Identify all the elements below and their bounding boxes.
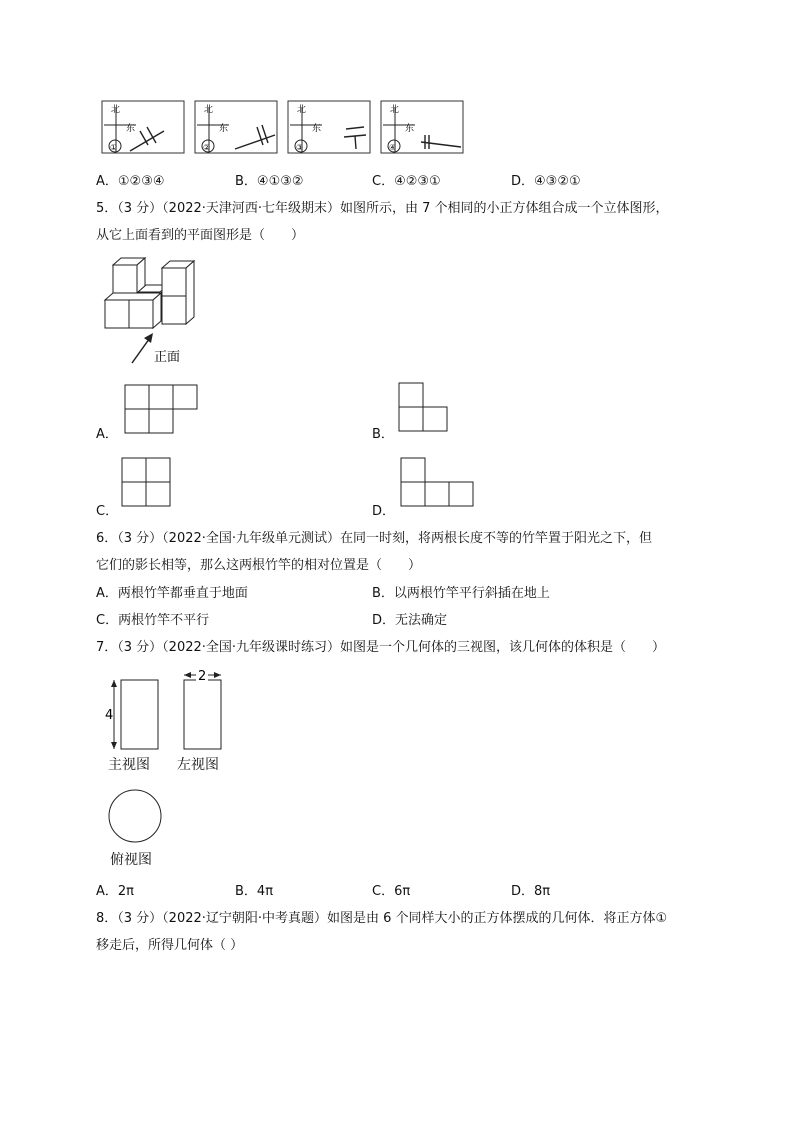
width-dimension: 2 [198,669,207,684]
q8-stem-line1: 8．（3 分）（2022·辽宁朝阳·中考真题）如图是由 6 个同样大小的正方体摆成的几何体．将正方体① [96,911,668,926]
q5-option-d-figure [400,457,474,507]
q6-option-b[interactable]: B．以两根竹竿平行斜插在地上 [372,586,550,601]
q5-solid-figure [96,255,216,370]
q5-option-d[interactable]: D． [372,504,396,519]
q4-option-d[interactable]: D．④③②① [511,174,581,189]
panel-number: ① [110,143,118,152]
svg-text:东: 东 [219,124,229,134]
height-dimension: 4 [105,708,114,723]
q7-stem: 7．（3 分）（2022·全国·九年级课时练习）如图是一个几何体的三视图，该几何体的体积是（ ） [96,640,666,655]
svg-text:北: 北 [204,105,214,115]
svg-text:东: 东 [405,124,415,134]
q6-stem-line1: 6．（3 分）（2022·全国·九年级单元测试）在同一时刻，将两根长度不等的竹竿置于阳光之下，但 [96,531,653,546]
q6-option-a[interactable]: A．两根竹竿都垂直于地面 [96,586,248,601]
north-label: 北 [111,105,121,115]
q5-stem-line2: 从它上面看到的平面图形是（ ） [96,228,305,243]
q4-panel-2 [195,101,277,153]
q7-option-d[interactable]: D．8π [511,884,551,899]
q5-option-c-figure [121,457,171,507]
q6-option-d[interactable]: D．无法确定 [372,613,448,628]
q4-panel-1 [102,101,184,153]
q5-option-a[interactable]: A． [96,427,118,442]
svg-text:东: 东 [312,124,322,134]
left-view-label: 左视图 [177,757,219,773]
panel-number: ③ [296,143,304,152]
svg-text:北: 北 [390,105,400,115]
q7-option-b[interactable]: B．4π [235,884,274,899]
q4-option-a[interactable]: A．①②③④ [96,174,165,189]
q6-option-c[interactable]: C．两根竹竿不平行 [96,613,210,628]
panel-number: ② [203,143,211,152]
q5-option-a-figure [124,384,198,434]
q4-panel-4 [381,101,463,153]
q5-option-b[interactable]: B． [372,427,394,442]
q5-stem-line1: 5．（3 分）（2022·天津河西·七年级期末）如图所示，由 7 个相同的小正方体组合成一个立体图形， [96,201,669,216]
panel-number: ④ [389,143,397,152]
q4-option-b[interactable]: B．④①③② [235,174,304,189]
front-view-label: 主视图 [108,757,150,773]
q7-option-c[interactable]: C．6π [372,884,411,899]
east-label: 东 [126,124,136,134]
q4-figures [0,0,794,160]
q5-option-b-figure [398,382,448,432]
front-label: 正面 [154,350,181,365]
svg-text:北: 北 [297,105,307,115]
q4-panel-3 [288,101,370,153]
q8-stem-line2: 移走后，所得几何体（ ） [96,938,244,953]
q6-stem-line2: 它们的影长相等，那么这两根竹竿的相对位置是（ ） [96,558,422,573]
q5-option-c[interactable]: C． [96,504,119,519]
q4-option-c[interactable]: C．④②③① [372,174,441,189]
q7-option-a[interactable]: A．2π [96,884,134,899]
top-view-label: 俯视图 [110,852,152,868]
